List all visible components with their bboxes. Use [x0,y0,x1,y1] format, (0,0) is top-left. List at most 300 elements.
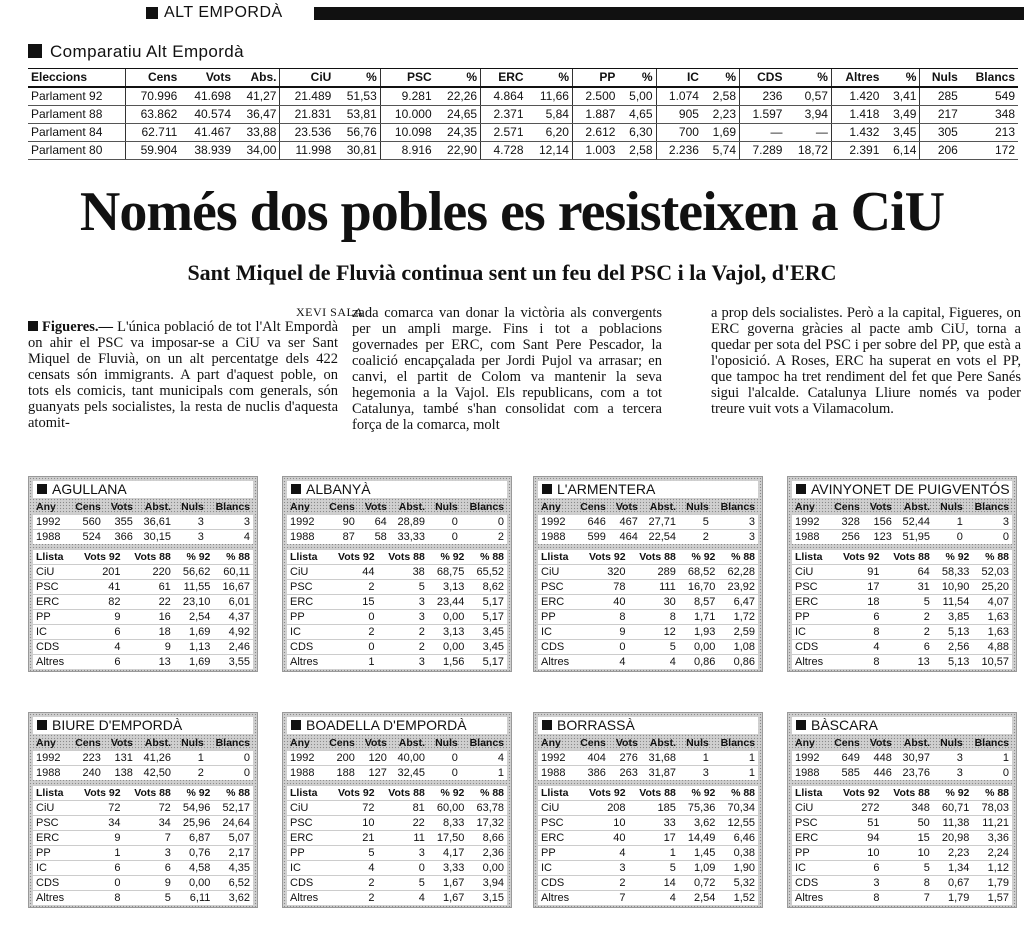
party-row [287,655,507,670]
party-cell: 72 [73,801,123,816]
party-column-header: % 92 [428,786,468,801]
column-header: % [435,69,481,88]
table-cell: 41.467 [180,124,234,142]
party-cell: 1,34 [933,861,973,876]
turnout-cell: 156 [863,515,895,530]
party-cell: ERC [33,831,73,846]
dateline: Figueres.— [42,319,114,335]
party-cell: PSC [792,580,832,595]
party-cell: 0,67 [933,876,973,891]
party-cell: 25,20 [972,580,1012,595]
table-cell: Parlament 92 [28,87,126,106]
party-cell: 5,13 [933,625,973,640]
turnout-cell: 0 [207,766,253,781]
table-cell: 11.998 [280,142,334,160]
party-cell: 3,85 [933,610,973,625]
party-cell: CiU [287,801,327,816]
party-cell: 0,00 [428,640,468,655]
turnout-cell: 328 [827,515,863,530]
party-column-header: Llista [287,550,327,565]
party-cell: 3,36 [972,831,1012,846]
turnout-column-header: Blancs [215,501,250,513]
turnout-column-header: Blancs [720,737,755,749]
party-cell: 5 [327,846,377,861]
party-cell: ERC [792,595,832,610]
party-cell: 60,00 [428,801,468,816]
party-column-header: Vots 88 [629,550,679,565]
party-row [538,801,758,816]
party-cell: 20,98 [933,831,973,846]
turnout-column-header: Blancs [974,501,1009,513]
party-column-header: Vots 92 [73,786,123,801]
party-cell: 8 [883,876,933,891]
party-cell: 21 [327,831,377,846]
party-cell: 10 [883,846,933,861]
party-cell: 10,57 [972,655,1012,670]
party-cell: 2,36 [467,846,507,861]
box-square-icon [291,720,301,730]
party-cell: ERC [33,595,73,610]
party-cell: 40 [578,831,628,846]
party-row [792,861,1012,876]
party-cell: 60,11 [213,565,253,580]
party-column-header: Llista [538,786,578,801]
party-cell: CiU [33,565,73,580]
party-cell: 6,87 [174,831,214,846]
table-cell: 2.612 [572,124,618,142]
party-cell: CDS [33,640,73,655]
column-header: % [334,69,380,88]
table-cell: 38.939 [180,142,234,160]
turnout-cell: 1 [712,766,758,781]
party-cell: 8 [629,610,679,625]
table-cell: 7.289 [740,142,786,160]
turnout-column-header: Blancs [720,501,755,513]
turnout-column-header: Cens [329,501,355,513]
table-cell: 1.074 [656,87,702,106]
comparative-table [28,68,1018,160]
party-row [538,610,758,625]
municipality-header [287,717,507,734]
turnout-cell: 1992 [538,751,573,766]
party-cell: 8 [832,655,882,670]
party-header-row [33,550,253,565]
turnout-cell: 1988 [33,766,68,781]
party-cell: PP [287,846,327,861]
party-cell: 4 [327,861,377,876]
turnout-cell: 3 [174,515,207,530]
subheadline: Sant Miquel de Fluvià continua sent un feu del PSC i la Vajol, d'ERC [187,260,837,285]
party-cell: 1,12 [972,861,1012,876]
party-row [33,580,253,595]
party-cell: 1,79 [933,891,973,906]
turnout-column-header: Any [795,737,815,749]
article-column-1 [28,319,338,431]
turnout-column-header: Vots [615,737,638,749]
party-cell: Altres [792,891,832,906]
turnout-column-header: Nuls [940,737,963,749]
party-cell: IC [287,861,327,876]
table-cell: 51,53 [334,87,380,106]
municipality-header [792,717,1012,734]
party-cell: PSC [33,816,73,831]
turnout-cell: 28,89 [390,515,428,530]
party-cell: 2 [378,640,428,655]
party-cell: 220 [124,565,174,580]
party-cell: 34 [124,816,174,831]
party-cell: 61 [124,580,174,595]
party-cell: 11,21 [972,816,1012,831]
turnout-cell: 223 [68,751,104,766]
party-cell: IC [792,625,832,640]
party-cell: 25,96 [174,816,214,831]
turnout-column-header: Abst. [649,737,677,749]
party-cell: 1,93 [679,625,719,640]
party-cell: CDS [287,876,327,891]
table-cell: 34,00 [234,142,280,160]
party-cell: IC [538,625,578,640]
table-cell: 3,49 [882,106,920,124]
party-cell: 12 [629,625,679,640]
party-cell: ERC [287,595,327,610]
party-cell: 2 [378,625,428,640]
table-row [28,87,1018,106]
party-cell: 3,13 [428,625,468,640]
municipality-box [533,476,763,672]
turnout-cell: 1 [461,766,507,781]
party-header-row [33,786,253,801]
turnout-row [792,751,1012,766]
turnout-column-header: Blancs [215,737,250,749]
party-cell: 6 [124,861,174,876]
table-cell: 24,35 [435,124,481,142]
party-cell: Altres [538,891,578,906]
party-cell: 7 [883,891,933,906]
party-cell: 4 [578,655,628,670]
column-header: % [702,69,740,88]
party-cell: 2,54 [174,610,214,625]
turnout-cell: 1988 [538,766,573,781]
party-cell: 5,17 [467,610,507,625]
party-cell: 289 [629,565,679,580]
turnout-cell: 1992 [287,751,322,766]
party-cell: 30 [629,595,679,610]
municipality-header [33,481,253,498]
party-cell: CDS [33,876,73,891]
turnout-column-header: Any [290,737,310,749]
party-row [33,861,253,876]
turnout-column-header: Vots [110,737,133,749]
turnout-cell: 1 [933,515,966,530]
party-cell: 4,35 [213,861,253,876]
turnout-column-header: Cens [834,737,860,749]
party-cell: 8 [578,610,628,625]
party-cell: 12,55 [718,816,758,831]
party-cell: 1,09 [679,861,719,876]
party-cell: 0,38 [718,846,758,861]
box-square-icon [796,484,806,494]
party-cell: 1,13 [174,640,214,655]
party-row [33,801,253,816]
party-cell: 4 [578,846,628,861]
party-row [792,565,1012,580]
party-cell: 0,72 [679,876,719,891]
party-cell: ERC [287,831,327,846]
article-column-3: a prop dels socialistes. Però a la capital, Figueres, on ERC governa gràcies al pacte amb CiU, torna a quedar per sota del PSC i per sobre del PP, que està a l'oposició. A Roses, ERC ha superat en vots el PP, que tampoc ha tret rendiment del fet que Pere Sanés sigui l'alcalde. Catalunya Lliure només va poder treure vuit vots a Vilamacolum. [711,305,1021,417]
party-column-header: Llista [33,550,73,565]
table-cell: 1.418 [831,106,882,124]
turnout-cell: 649 [827,751,863,766]
turnout-row [538,530,758,545]
party-row [792,801,1012,816]
party-cell: PSC [33,580,73,595]
party-cell: 6 [73,861,123,876]
party-cell: CDS [792,640,832,655]
party-row [287,580,507,595]
turnout-cell: 585 [827,766,863,781]
turnout-column-header: Any [541,501,561,513]
turnout-column-header: Any [36,737,56,749]
turnout-cell: 0 [428,515,461,530]
party-cell: 51 [832,816,882,831]
party-row [287,640,507,655]
turnout-table [287,500,507,544]
party-cell: PP [538,846,578,861]
party-column-header: Vots 88 [883,550,933,565]
party-header-row [538,550,758,565]
party-cell: 8,62 [467,580,507,595]
table-cell: 172 [961,142,1018,160]
party-cell: 3 [578,861,628,876]
table-cell: 3,45 [882,124,920,142]
party-cell: CiU [538,801,578,816]
party-results-table [538,549,758,669]
party-cell: 6 [73,625,123,640]
table-cell: 213 [961,124,1018,142]
party-cell: 3 [124,846,174,861]
party-cell: 11 [378,831,428,846]
turnout-header-row [287,736,507,751]
party-row [792,595,1012,610]
table-cell: 21.489 [280,87,334,106]
turnout-column-header: Any [290,501,310,513]
party-cell: 2,59 [718,625,758,640]
party-cell: 2 [883,610,933,625]
turnout-column-header: Nuls [435,501,458,513]
column-header: CiU [280,69,334,88]
party-cell: 52,03 [972,565,1012,580]
turnout-table [792,736,1012,780]
column-header: Eleccions [28,69,126,88]
party-cell: 2 [327,876,377,891]
party-column-header: % 88 [213,550,253,565]
table-cell: 1.597 [740,106,786,124]
table-cell: 2.500 [572,87,618,106]
party-cell: CiU [792,801,832,816]
turnout-cell: 1988 [792,766,827,781]
party-cell: 58,33 [933,565,973,580]
turnout-column-header: Any [36,501,56,513]
party-cell: 23,92 [718,580,758,595]
party-cell: 3,33 [428,861,468,876]
turnout-column-header: Abst. [903,737,931,749]
turnout-row [287,766,507,781]
party-cell: 17,50 [428,831,468,846]
party-cell: 64 [883,565,933,580]
party-cell: 5,07 [213,831,253,846]
party-cell: 4,37 [213,610,253,625]
table-cell: 23.536 [280,124,334,142]
party-header-row [538,786,758,801]
party-column-header: % 88 [718,550,758,565]
party-cell: 33 [629,816,679,831]
turnout-column-header: Abst. [649,501,677,513]
column-header: % [785,69,831,88]
party-cell: 185 [629,801,679,816]
party-column-header: Vots 92 [832,786,882,801]
party-cell: 0 [73,876,123,891]
municipality-name: AGULLANA [52,481,127,497]
table-cell: Parlament 80 [28,142,126,160]
party-cell: PSC [287,580,327,595]
turnout-table [792,500,1012,544]
turnout-cell: 355 [104,515,136,530]
party-cell: IC [538,861,578,876]
box-square-icon [37,720,47,730]
party-cell: 1,56 [428,655,468,670]
comparative-heading [28,42,244,64]
party-cell: 6,46 [718,831,758,846]
party-cell: 9 [73,831,123,846]
turnout-column-header: Cens [834,501,860,513]
turnout-cell: 31,68 [641,751,679,766]
turnout-header-row [287,500,507,515]
party-cell: 0 [378,861,428,876]
table-cell: 10.000 [380,106,434,124]
party-column-header: Vots 92 [73,550,123,565]
municipality-box [533,712,763,908]
party-cell: 8 [832,891,882,906]
party-cell: 7 [578,891,628,906]
table-cell: 10.098 [380,124,434,142]
municipality-box [28,712,258,908]
party-cell: 52,17 [213,801,253,816]
party-column-header: % 88 [467,550,507,565]
turnout-cell: 276 [609,751,641,766]
party-row [792,580,1012,595]
party-cell: 4 [73,640,123,655]
turnout-column-header: Vots [364,737,387,749]
table-cell: 2,23 [702,106,740,124]
party-row [33,565,253,580]
party-row [33,640,253,655]
party-row [33,625,253,640]
party-cell: 3,45 [467,625,507,640]
party-cell: IC [33,861,73,876]
column-header: % [527,69,573,88]
party-cell: 91 [832,565,882,580]
turnout-column-header: Abst. [903,501,931,513]
turnout-row [33,530,253,545]
municipality-header [538,717,758,734]
party-cell: 72 [327,801,377,816]
column-header: Cens [126,69,180,88]
table-cell: 11,66 [527,87,573,106]
table-cell: 2.571 [481,124,527,142]
party-cell: 8,57 [679,595,719,610]
party-cell: 4 [832,640,882,655]
table-cell: 70.996 [126,87,180,106]
party-column-header: % 88 [972,550,1012,565]
article-column-2: zada comarca van donar la victòria als convergents per un ampli marge. Fins i tot a poblacions governades per ERC, com Sant Pere Pescador, la coalició encapçalada per Jordi Pujol va arrasar; en canvi, el partit de Colom va mantenir la seva hegemonia a la Vajol. Els republicans, com a tot Catalunya, també s'han consolidat com a tercera força de la comarca, molt [352,305,662,433]
column-header: Nuls [920,69,961,88]
turnout-cell: 27,71 [641,515,679,530]
party-cell: 13 [124,655,174,670]
turnout-cell: 3 [712,530,758,545]
turnout-column-header: Blancs [974,737,1009,749]
turnout-cell: 0 [428,766,461,781]
turnout-cell: 3 [679,766,712,781]
table-cell: 549 [961,87,1018,106]
turnout-cell: 3 [933,766,966,781]
turnout-column-header: Blancs [469,501,504,513]
turnout-cell: 1 [174,751,207,766]
party-cell: Altres [538,655,578,670]
table-cell: 4,65 [618,106,656,124]
party-cell: 6,11 [174,891,214,906]
table-row [28,124,1018,142]
party-cell: 1,52 [718,891,758,906]
party-cell: 4,58 [174,861,214,876]
party-row [287,595,507,610]
turnout-cell: 3 [207,515,253,530]
party-column-header: Llista [287,786,327,801]
party-cell: 1,72 [718,610,758,625]
table-cell: 21.831 [280,106,334,124]
party-cell: 2,46 [213,640,253,655]
party-cell: 4,88 [972,640,1012,655]
party-row [287,625,507,640]
party-cell: 4,17 [428,846,468,861]
table-cell: 40.574 [180,106,234,124]
turnout-cell: 0 [966,530,1012,545]
party-cell: 1 [73,846,123,861]
party-cell: 15 [327,595,377,610]
table-cell: 62.711 [126,124,180,142]
party-cell: 2,54 [679,891,719,906]
box-square-icon [796,720,806,730]
party-cell: 1,71 [679,610,719,625]
turnout-column-header: Abst. [398,501,426,513]
party-cell: IC [33,625,73,640]
party-cell: 23,44 [428,595,468,610]
turnout-column-header: Any [541,737,561,749]
party-cell: 10 [578,816,628,831]
turnout-column-header: Cens [580,501,606,513]
table-cell: 0,57 [785,87,831,106]
table-cell: 3,41 [882,87,920,106]
turnout-row [33,751,253,766]
party-cell: 6,52 [213,876,253,891]
party-cell: CDS [538,640,578,655]
turnout-table [538,736,758,780]
table-cell: 41.698 [180,87,234,106]
party-cell: 1,08 [718,640,758,655]
turnout-column-header: Vots [615,501,638,513]
column-header: CDS [740,69,786,88]
party-row [287,861,507,876]
table-cell: 2.236 [656,142,702,160]
